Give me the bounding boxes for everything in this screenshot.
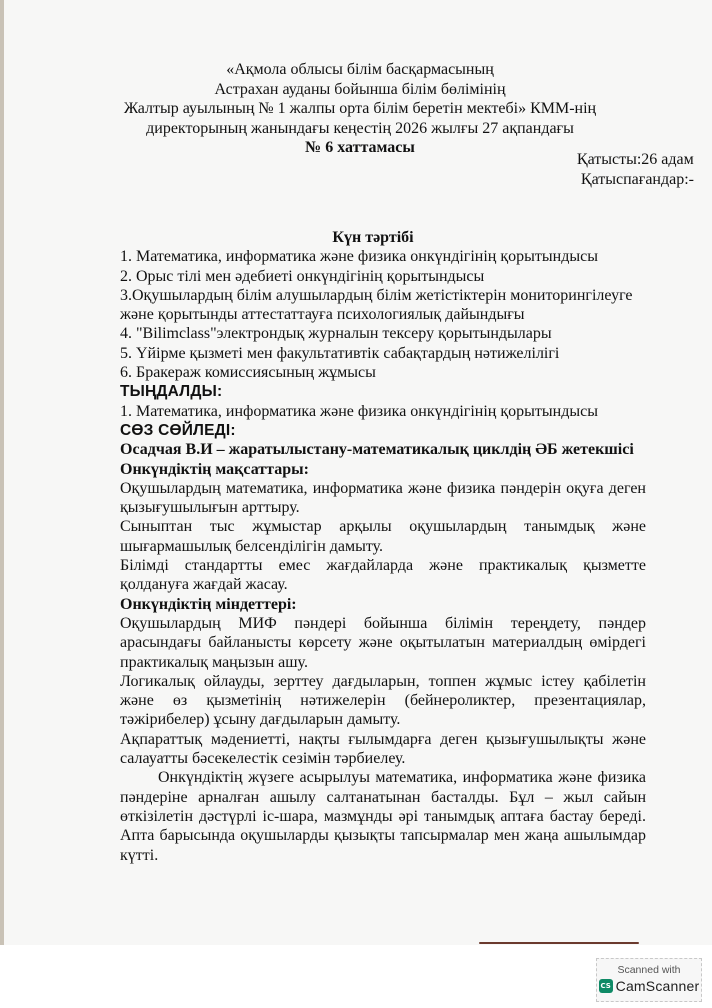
spoke-heading: СӨЗ СӨЙЛЕДІ: [120,421,236,439]
goal-paragraph: Білімді стандартты емес жағдайларда және практикалық қызметте қолдануға жағдай жасау. [120,557,646,594]
agenda-item: 6. Бракераж комиссиясының жұмысы [120,364,376,382]
agenda-item: 3.Оқушылардың білім алушылардың білім жетістіктерін мониторингілеуге және қорытынды аттестаттауға психологиялық дайындығы [120,286,633,324]
header-line: «Ақмола облысы білім басқармасының [226,61,494,78]
task-paragraph: Логикалық ойлауды, зерттеу дағдыларын, топпен жұмыс істеу қабілетін және өз қызметінің нәтижелерін (бейнероликтер, презентациялар, тәжірибелер) ұсыну дағдыларын дамыту. [120,672,646,729]
speaker-line: Осадчая В.И – жаратылыстану-математикалық циклдің ӘБ жетекшісі [120,441,634,459]
narrative-paragraph: Онкүндіктің жүзеге асырылуы математика, информатика және физика пәндеріне арналған ашылу салтанатынан басталды. Бұл – жыл сайын өткізілетін дәстүрлі іс-шара, мазмұнды әрі танымдық аптаға бастау береді. Апта барысында оқушыларды қызықты тапсырмалар мен жаңа ашылымдар күтті. [120,769,646,864]
listened-heading: ТЫҢДАЛДЫ: [120,383,223,401]
goal-paragraph: Оқушылардың математика, информатика және физика пәндерін оқуға деген қызығушылығын арттыру. [120,479,646,517]
header-line: Астрахан ауданы бойынша білім бөлімінің [214,80,506,98]
document-body [120,228,646,865]
document-header [4,60,712,158]
listened-item: 1. Математика, информатика және физика онкүндігінің қорытындысы [120,402,598,420]
camscanner-watermark [596,958,702,1002]
agenda-item: 2. Орыс тілі мен әдебиеті онкүндігінің қорытындысы [120,267,485,285]
task-paragraph: Ақпараттық мәдениетті, нақты ғылымдарға деген қызығушылықты және салауатты бәсекелестік сезімін тәрбиелеу. [120,730,646,768]
attendance-absent: Қатыспағандар:- [580,171,694,188]
goals-heading: Онкүндіктің мақсаттары: [120,460,309,478]
agenda-item: 5. Үйірме қызметі мен факультативтік сабақтардың нәтижелілігі [120,344,560,362]
page-edge-shadow [479,942,639,944]
header-line: Жалтыр ауылының № 1 жалпы орта білім беретін мектебі» КММ-нің [123,100,597,117]
tasks-heading: Онкүндіктің міндеттері: [120,595,297,613]
agenda-item: 1. Математика, информатика және физика онкүндігінің қорытындысы [120,248,598,266]
protocol-number: № 6 хаттамасы [305,139,415,156]
agenda-title: Күн тәртібі [332,229,414,246]
task-paragraph: Оқушылардың МИФ пәндері бойынша білімін тереңдету, пәндер арасындағы байланысты көрсету және оқытылатын материалдың өмірдегі практикалық маңызын ашу. [120,614,646,671]
watermark-caption: Scanned with [617,964,681,976]
header-line: директорының жанындағы кеңестің 2026 жылғы 27 ақпандағы [146,119,574,137]
agenda-item: 4. "Bilimclass"электрондық журналын тексеру қорытындылары [120,325,552,343]
attendance-present: Қатысты:26 адам [576,151,694,168]
camscanner-logo-icon: CS [599,979,613,993]
goal-paragraph: Сыныптан тыс жұмыстар арқылы оқушылардың танымдық және шығармашылық белсенділігін дамыту. [120,518,646,555]
watermark-brand: CamScanner [615,978,700,994]
attendance-block [577,150,694,190]
